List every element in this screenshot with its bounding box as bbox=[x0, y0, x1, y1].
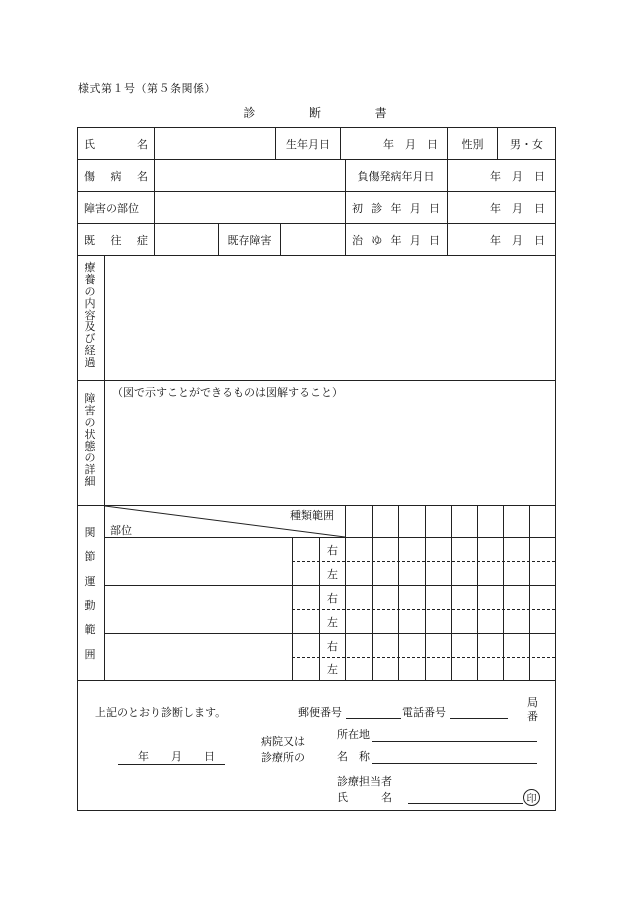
rom-label: 関 節 運 動 範 囲 bbox=[84, 526, 96, 661]
statement-text: 上記のとおり診断します。 bbox=[95, 706, 227, 719]
part-label: 障害の部位 bbox=[84, 201, 139, 215]
facility-name-label: 名 称 bbox=[337, 750, 370, 763]
rom-col-divider bbox=[292, 538, 293, 680]
row-divider bbox=[78, 223, 555, 224]
name-field[interactable] bbox=[155, 129, 274, 159]
name-label: 氏 名 bbox=[84, 137, 148, 151]
rom-col-divider bbox=[425, 506, 426, 680]
treatment-label: 療 養 の 内 容 及 び 経 過 bbox=[84, 261, 96, 369]
doctor-name-underline[interactable] bbox=[408, 803, 523, 804]
rom-col-divider bbox=[529, 506, 530, 680]
title-char-1: 診 bbox=[243, 106, 256, 120]
joint-part-field[interactable] bbox=[105, 586, 292, 633]
state-note: （図で示すことができるものは図解すること） bbox=[112, 386, 343, 399]
title-char-3: 書 bbox=[374, 106, 387, 120]
cure-date-field[interactable]: 年 月 日 bbox=[490, 234, 545, 247]
hospital-label-2: 診療所の bbox=[261, 751, 305, 764]
document-title bbox=[0, 104, 630, 121]
state-field[interactable] bbox=[105, 402, 555, 504]
rom-col-divider bbox=[477, 506, 478, 680]
title-char-2: 断 bbox=[308, 106, 321, 120]
postal-underline[interactable] bbox=[346, 718, 401, 719]
part-field[interactable] bbox=[155, 193, 344, 223]
phone-underline[interactable] bbox=[450, 718, 508, 719]
disease-label: 傷 病 名 bbox=[84, 169, 148, 183]
birth-date-field[interactable]: 年 月 日 bbox=[383, 138, 438, 151]
doctor-name-label: 氏 名 bbox=[337, 791, 392, 804]
facility-name-underline[interactable] bbox=[372, 763, 537, 764]
rom-col-divider bbox=[345, 506, 346, 680]
right-label: 右 bbox=[327, 591, 338, 605]
bureau-label: 局 bbox=[527, 695, 538, 709]
date-underline[interactable] bbox=[118, 764, 225, 765]
left-label: 左 bbox=[327, 615, 338, 629]
row-divider bbox=[78, 680, 555, 681]
past-illness-field[interactable] bbox=[155, 225, 217, 255]
joint-part-field[interactable] bbox=[105, 538, 292, 585]
row-divider bbox=[78, 380, 555, 381]
part-header-label: 部位 bbox=[110, 523, 132, 537]
existing-disability-label: 既存障害 bbox=[227, 233, 272, 247]
date-text: 年 月 日 bbox=[138, 750, 215, 763]
certificate-form bbox=[77, 127, 556, 811]
cure-date-label: 治 ゆ 年 月 日 bbox=[352, 233, 440, 247]
postal-label: 郵便番号 bbox=[298, 706, 342, 719]
sex-label: 性別 bbox=[461, 137, 484, 151]
birth-label: 生年月日 bbox=[286, 137, 330, 151]
joint-part-field[interactable] bbox=[105, 634, 292, 680]
first-exam-date-field[interactable]: 年 月 日 bbox=[490, 202, 545, 215]
form-number: 様式第１号（第５条関係） bbox=[78, 82, 216, 95]
injury-date-field[interactable]: 年 月 日 bbox=[490, 170, 545, 183]
rom-col-divider bbox=[451, 506, 452, 680]
rom-col-divider bbox=[503, 506, 504, 680]
left-label: 左 bbox=[327, 663, 338, 676]
number-label: 番 bbox=[527, 709, 538, 723]
row-divider bbox=[78, 255, 555, 256]
seal-mark: 印 bbox=[523, 789, 540, 806]
treatment-field[interactable] bbox=[105, 257, 555, 380]
doctor-label: 診療担当者 bbox=[337, 775, 392, 788]
sex-field[interactable]: 男・女 bbox=[510, 138, 543, 151]
phone-label: 電話番号 bbox=[402, 706, 446, 719]
rom-col-divider bbox=[372, 506, 373, 680]
address-underline[interactable] bbox=[372, 741, 537, 742]
state-label: 障 害 の 状 態 の 詳 細 bbox=[84, 392, 96, 489]
hospital-label-1: 病院又は bbox=[261, 735, 305, 748]
past-illness-label: 既 往 症 bbox=[84, 233, 148, 247]
right-label: 右 bbox=[327, 639, 338, 653]
row-divider bbox=[78, 159, 555, 160]
address-label: 所在地 bbox=[337, 728, 370, 741]
left-label: 左 bbox=[327, 567, 338, 581]
existing-disability-field[interactable] bbox=[281, 225, 344, 255]
type-range-label: 種類範囲 bbox=[290, 508, 334, 522]
disease-field[interactable] bbox=[155, 161, 344, 191]
injury-date-label: 負傷発病年月日 bbox=[357, 169, 435, 183]
rom-col-divider bbox=[398, 506, 399, 680]
right-label: 右 bbox=[327, 543, 338, 557]
first-exam-label: 初 診 年 月 日 bbox=[352, 201, 440, 215]
